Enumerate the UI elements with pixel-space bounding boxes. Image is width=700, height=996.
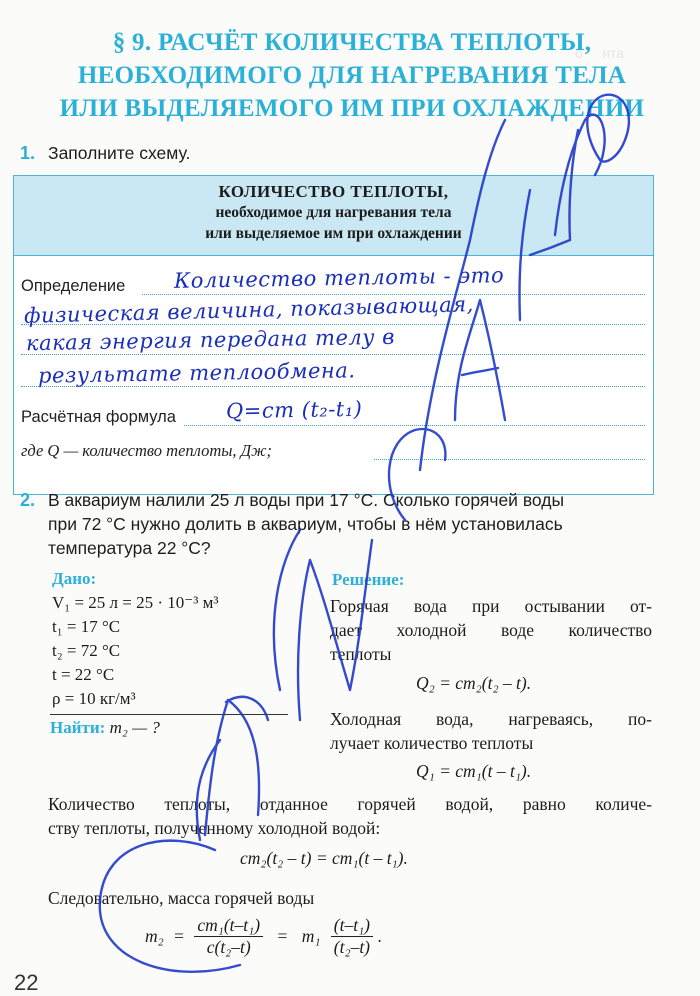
scribble-stroke [420,120,505,470]
given-item: t = 22 °С [52,665,115,684]
final-period: . [377,926,382,946]
solution-line: лучает количество теплоты [330,733,534,753]
fraction-denominator: (t₂–t) [333,937,371,957]
scribble-stroke [389,429,445,520]
formula-q2: Q₂ = cm₂(t₂ – t). [416,673,532,693]
given-item: t₂ = 72 °С [52,641,121,660]
scribble-stroke [298,540,372,720]
scribble-stroke [555,115,605,235]
scheme-heading: КОЛИЧЕСТВО ТЕПЛОТЫ, [218,182,449,201]
title-line-3: ИЛИ ВЫДЕЛЯЕМОГО ИМ ПРИ ОХЛАЖДЕНИИ [59,95,645,122]
final-eq-2: = [277,926,288,946]
scheme-subheading-2: или выделяемое им при охлаждении [205,225,462,242]
formula-balance: cm₂(t₂ – t) = cm₁(t – t₁). [240,848,408,868]
paragraph-line: Количество теплоты, отданное горячей водой, равно количе- [48,794,652,814]
bleed-through-decoration: о нта [575,45,625,61]
find-label: Найти: [50,718,106,737]
paragraph-line: ству теплоты, полученному холодной водой: [48,818,381,838]
scribble-stroke [100,841,240,972]
final-lhs: m₂ [145,926,164,946]
handwritten-definition-line-2: физическая величина, показывающая, [23,292,475,328]
final-coefficient: m₁ [301,926,321,946]
handwritten-definition-line-1: Количество теплоты - это [173,263,505,293]
task-2-number: 2. [20,490,36,510]
given-item: t₁ = 17 °С [52,617,121,636]
fraction-denominator: c(t₂–t) [206,937,251,957]
handwritten-formula: Q=cm (t₂-t₁) [225,396,363,424]
given-heading: Дано: [52,569,97,588]
final-eq: = [174,926,184,946]
scribble-stroke [587,95,629,162]
fraction-numerator: (t–t₁) [331,915,373,937]
solution-line: Холодная вода, нагреваясь, по- [330,709,652,729]
title-line-2: НЕОБХОДИМОГО ДЛЯ НАГРЕВАНИЯ ТЕЛА [77,62,627,89]
handwritten-definition-line-4: результате теплообмена. [37,358,356,388]
title-line-1: § 9. РАСЧЁТ КОЛИЧЕСТВА ТЕПЛОТЫ, [112,29,592,56]
where-label: где Q — количество теплоты, Дж; [21,441,272,460]
solution-line: Горячая вода при остывании от- [330,596,652,616]
definition-label: Определение [21,277,126,295]
task-1-text: Заполните схему. [48,143,191,163]
scribble-stroke [455,300,505,420]
task-2-line-3: температура 22 °С? [48,538,211,558]
solution-heading: Решение: [332,570,405,589]
task-2-line-2: при 72 °С нужно долить в аквариум, чтобы в нём установилась [48,514,563,534]
given-item: ρ = 10 кг/м³ [52,689,136,708]
scheme-subheading-1: необходимое для нагревания тела [215,204,452,221]
task-2-line-1: В аквариум налили 25 л воды при 17 °С. Сколько горячей воды [48,490,565,510]
find-value: m₂ — ? [109,718,160,737]
handwritten-definition-line-3: какая энергия передана телу в [25,324,396,356]
scribble-stroke [205,697,268,835]
formula-label: Расчётная формула [21,408,176,426]
solution-line: теплоты [330,644,392,664]
scribble-stroke [197,740,220,840]
page-number: 22 [14,970,39,995]
fraction-numerator: cm₁(t–t₁) [194,915,263,937]
paragraph-therefore: Следовательно, масса горячей воды [48,888,315,908]
scribble-stroke [274,530,300,690]
task-1-number: 1. [20,143,36,163]
solution-line: дает холодной воде количество [330,620,652,640]
given-item: V₁ = 25 л = 25 · 10⁻³ м³ [52,593,219,612]
formula-q1: Q₁ = cm₁(t – t₁). [416,761,532,781]
